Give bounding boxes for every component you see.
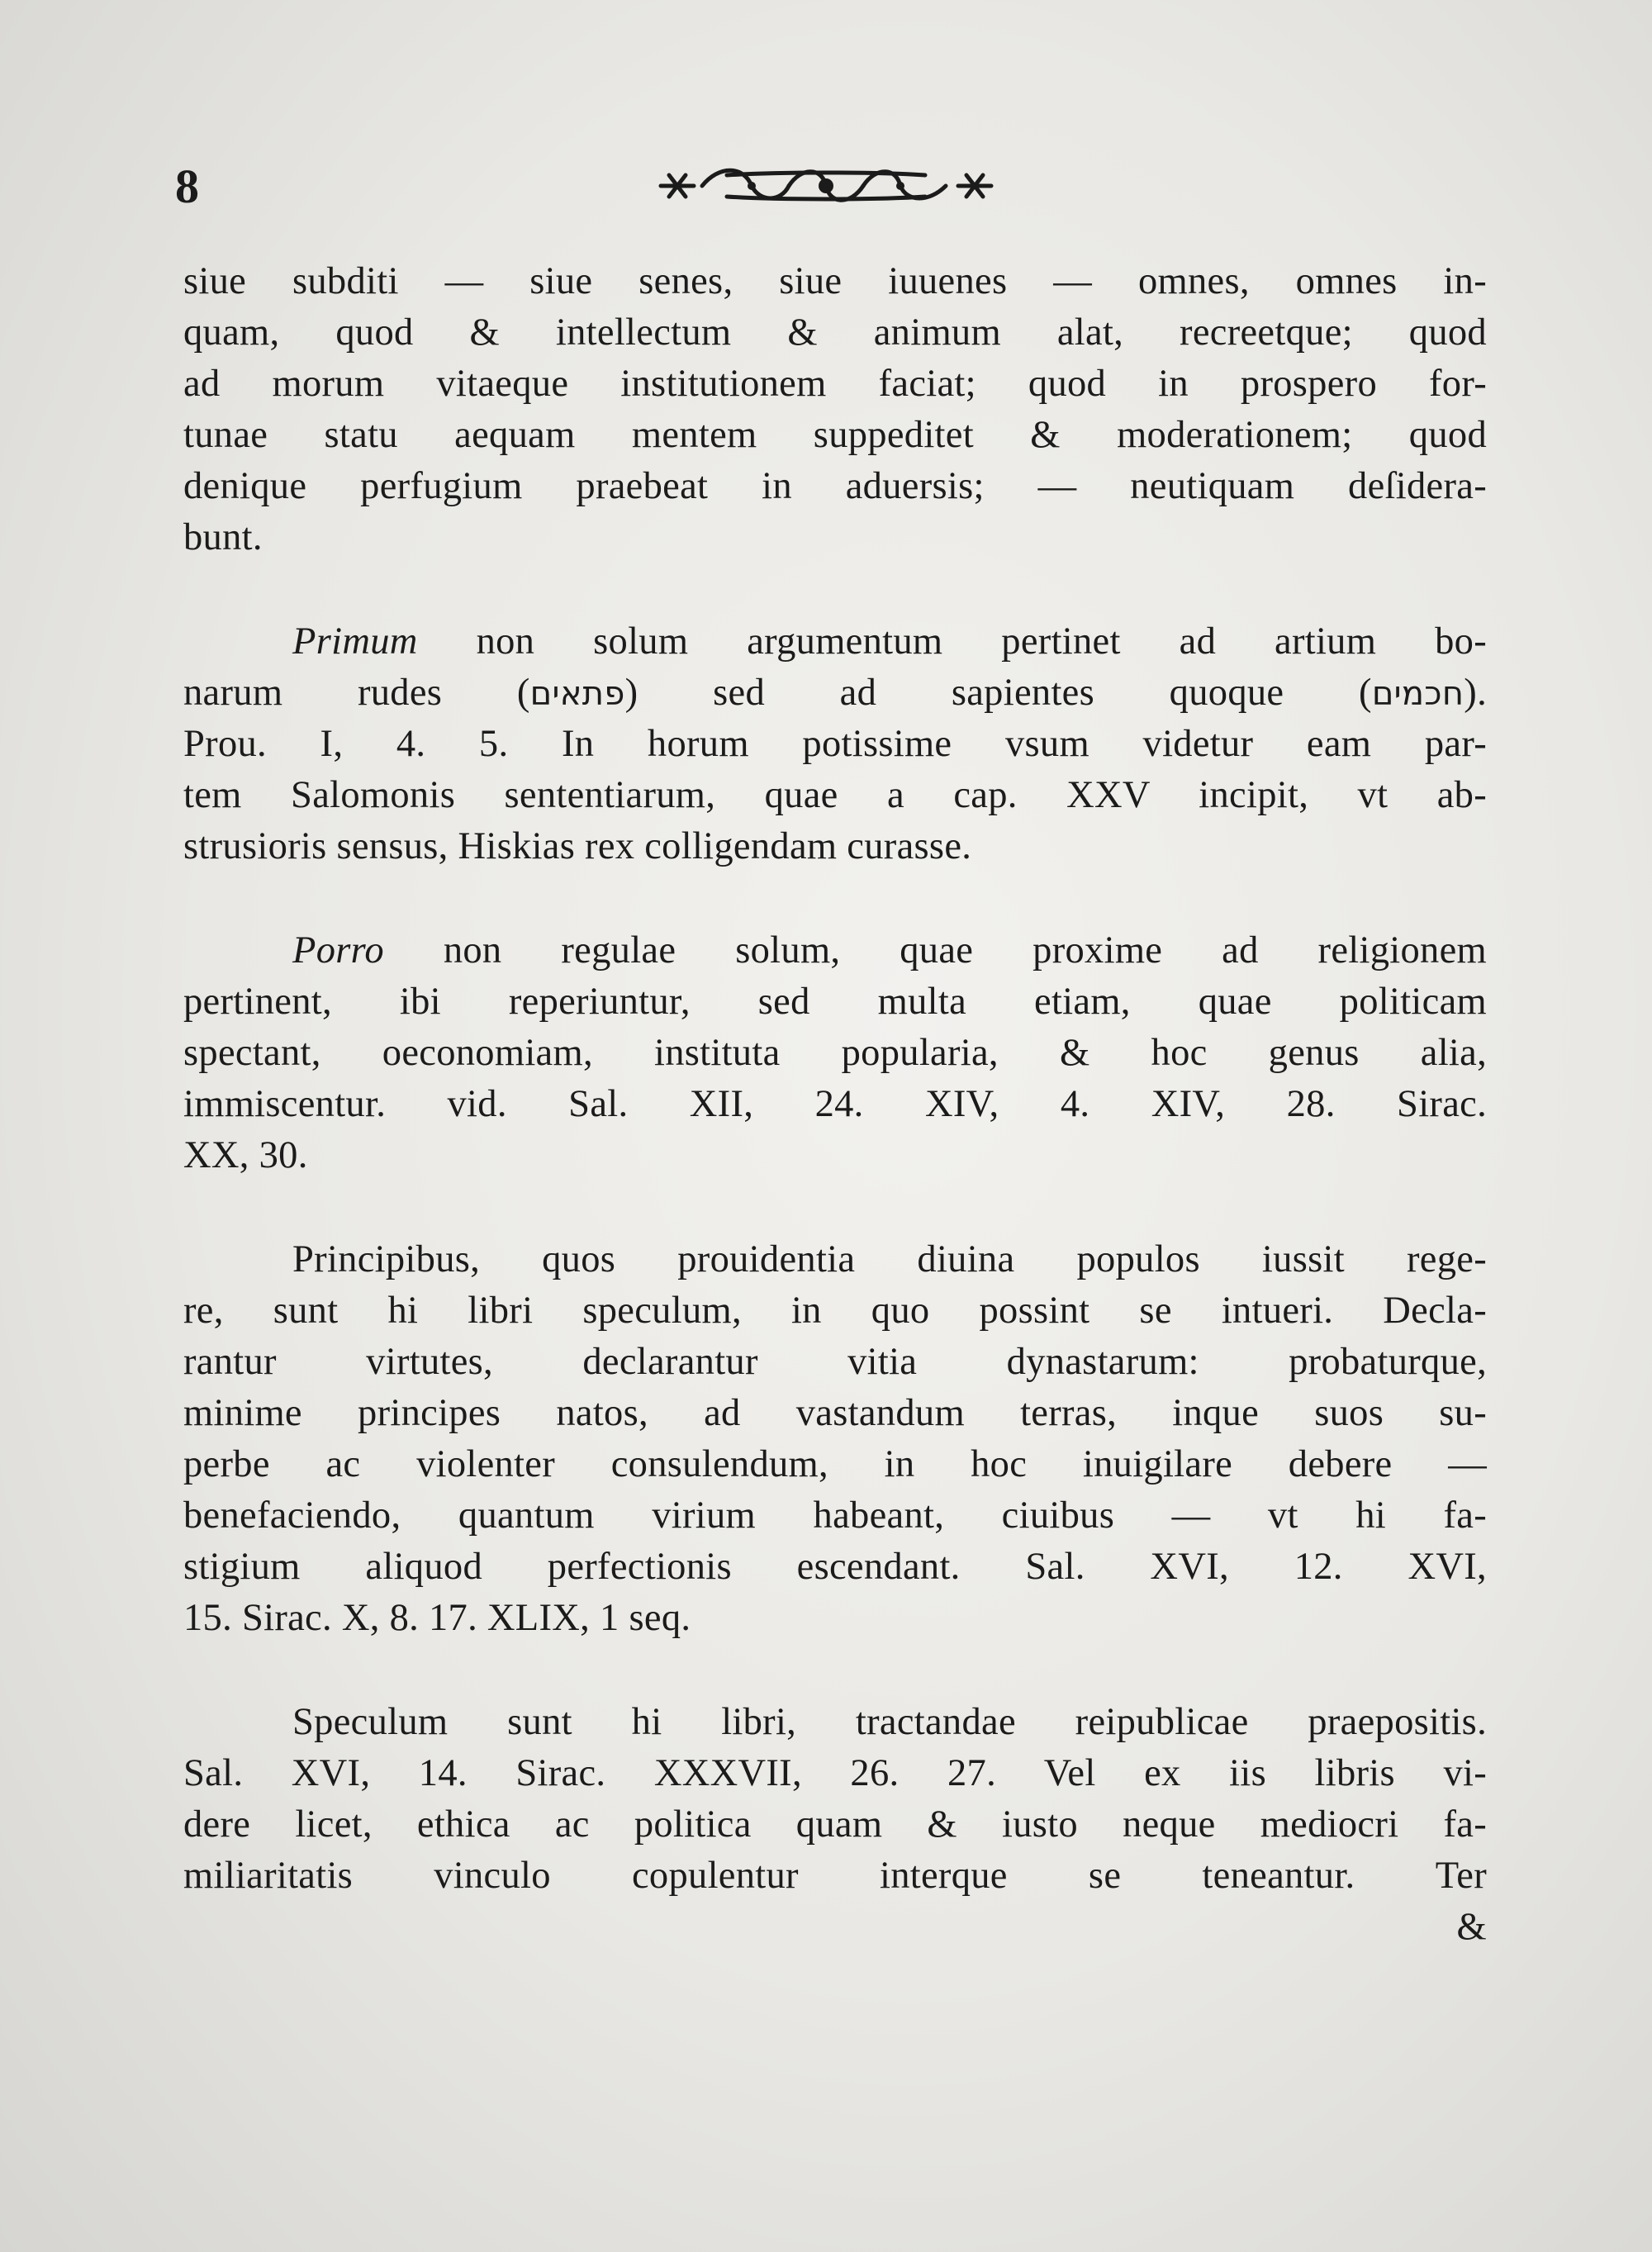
page-number: 8 xyxy=(175,159,199,213)
text-line: spectant, oeconomiam, instituta popularia, & hoc genus alia, xyxy=(183,1032,1487,1074)
headpiece-ornament xyxy=(644,157,1008,215)
text-line xyxy=(183,925,1487,976)
text-line: benefaciendo, quantum virium habeant, ciuibus — vt hi fa- xyxy=(183,1494,1487,1537)
text-line: ad morum vitaeque institutionem faciat; quod in prospero for- xyxy=(183,363,1487,405)
text-line: Prou. I, 4. 5. In horum potissime vsum videtur eam par- xyxy=(183,723,1487,765)
text-line: quam, quod & intellectum & animum alat, recreetque; quod xyxy=(183,311,1487,354)
line-text: ) sed ad sapientes quoque ( xyxy=(624,672,1372,714)
hebrew-word: חכמים xyxy=(1371,675,1464,713)
text-line: dere licet, ethica ac politica quam & iusto neque mediocri fa- xyxy=(183,1803,1487,1846)
text-line: 15. Sirac. X, 8. 17. XLIX, 1 seq. xyxy=(183,1597,691,1639)
text-line: perbe ac violenter consulendum, in hoc inuigilare debere — xyxy=(183,1443,1487,1485)
text-line: rantur virtutes, declarantur vitia dynastarum: probaturque, xyxy=(183,1341,1487,1383)
body-text xyxy=(183,256,1487,1953)
text-line: bunt. xyxy=(183,516,263,558)
text-line: tunae statu aequam mentem suppeditet & moderationem; quod xyxy=(183,414,1487,456)
text-line xyxy=(183,616,1487,668)
text-line: siue subditi — siue senes, siue iuuenes — omnes, omnes in- xyxy=(183,260,1487,302)
text-line: pertinent, ibi reperiuntur, sed multa etiam, quae politicam xyxy=(183,981,1487,1023)
text-line: immiscentur. vid. Sal. XII, 24. XIV, 4. XIV, 28. Sirac. xyxy=(183,1083,1487,1125)
emphasis-word: Porro xyxy=(292,929,384,972)
text-line: Principibus, quos prouidentia diuina populos iussit rege- xyxy=(292,1238,1487,1280)
text-line: re, sunt hi libri speculum, in quo possint se intueri. Decla- xyxy=(183,1290,1487,1332)
catchword: & xyxy=(1456,1906,1487,1948)
text-line: minime principes natos, ad vastandum terras, inque suos su- xyxy=(183,1392,1487,1434)
text-line: Sal. XVI, 14. Sirac. XXXVII, 26. 27. Vel ex iis libris vi- xyxy=(183,1752,1487,1794)
text-line: denique perfugium praebeat in aduersis; — neutiquam deſidera- xyxy=(183,465,1487,507)
hebrew-word: פתאים xyxy=(529,675,625,713)
line-text: non regulae solum, quae proxime ad religionem xyxy=(443,929,1487,972)
text-line: strusioris sensus, Hiskias rex colligendam curasse. xyxy=(183,825,972,867)
text-line: tem Salomonis sententiarum, quae a cap. XXV incipit, vt ab- xyxy=(183,774,1487,816)
text-line: XX, 30. xyxy=(183,1134,308,1176)
text-line xyxy=(183,668,1487,719)
text-line: miliaritatis vinculo copulentur interque se teneantur. Ter xyxy=(183,1855,1487,1897)
line-text: narum rudes ( xyxy=(183,672,530,714)
text-line: stigium aliquod perfectionis escendant. Sal. XVI, 12. XVI, xyxy=(183,1546,1487,1588)
line-text: ). xyxy=(1464,672,1487,714)
emphasis-word: Primum xyxy=(292,620,418,663)
line-text: non solum argumentum pertinet ad artium bo- xyxy=(476,620,1487,663)
text-line: Speculum sunt hi libri, tractandae reipublicae praepositis. xyxy=(292,1701,1487,1743)
